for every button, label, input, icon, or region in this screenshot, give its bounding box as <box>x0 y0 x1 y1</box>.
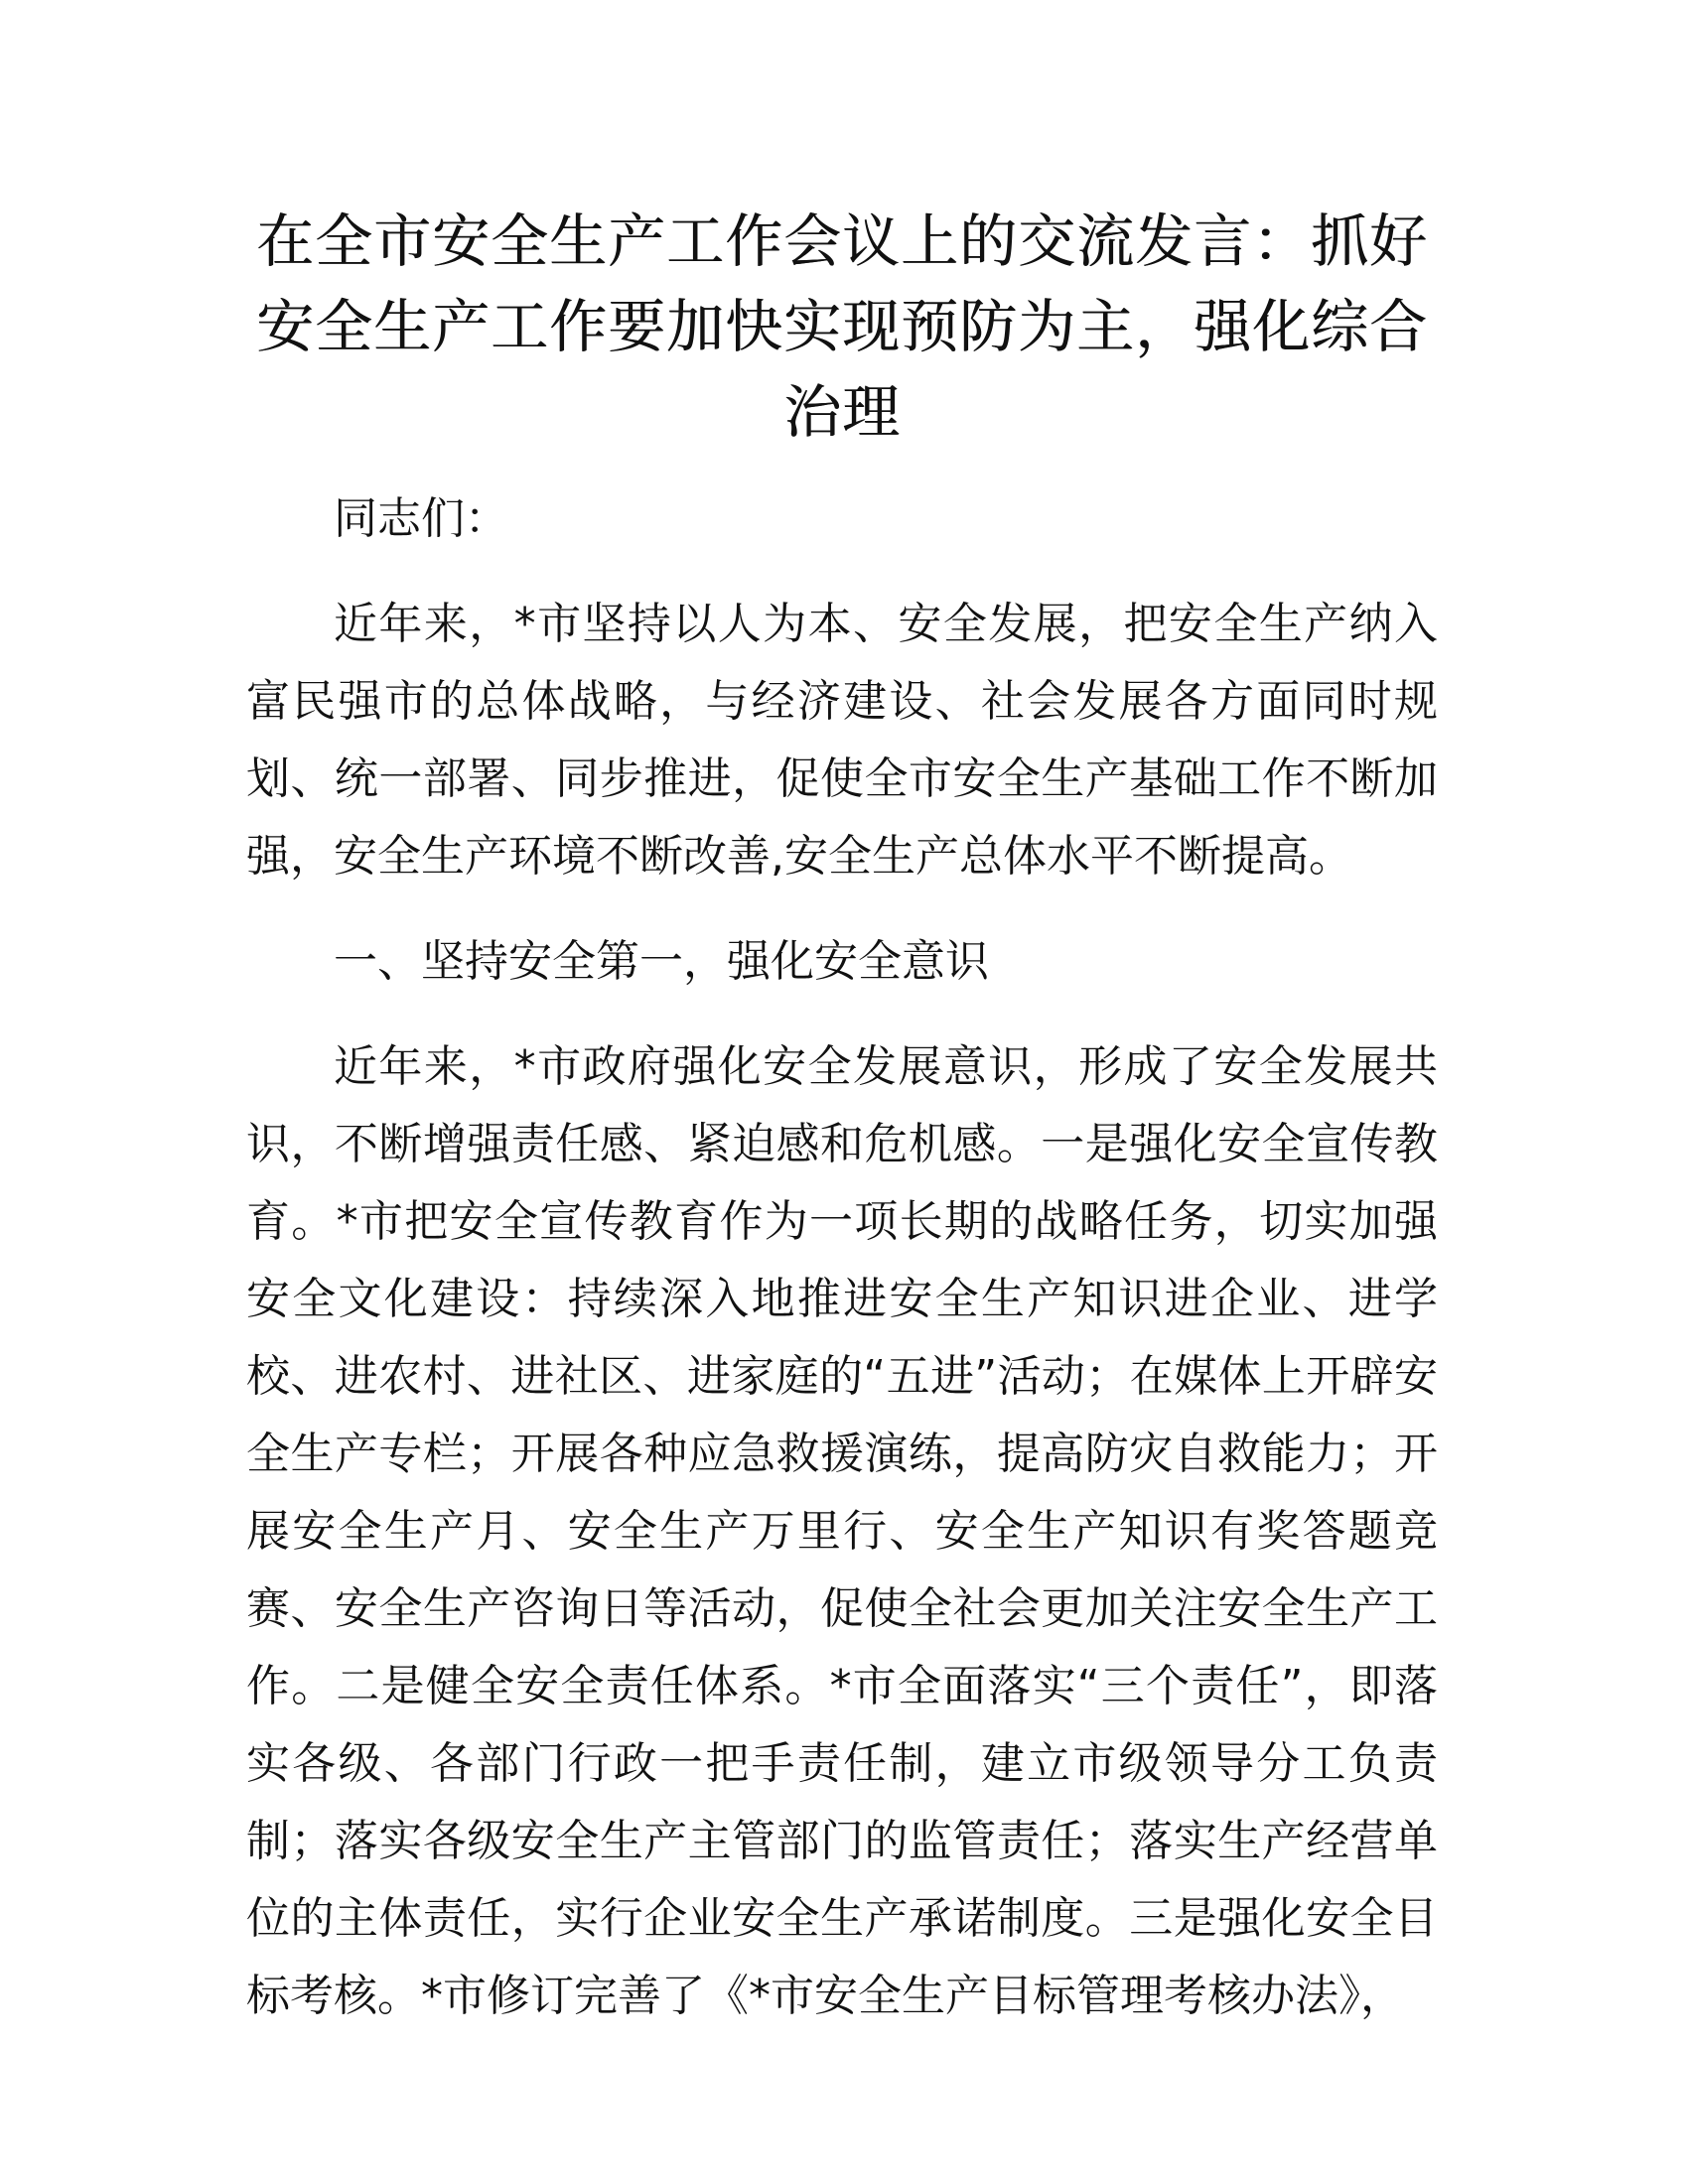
intro-paragraph: 近年来，*市坚持以人为本、安全发展，把安全生产纳入富民强市的总体战略，与经济建设、社会发展各方面同时规划、统一部署、同步推进，促使全市安全生产基础工作不断加强，安全生产环境不断改善,安全生产总体水平不断提高。 <box>246 599 1438 882</box>
document-page <box>246 199 1438 2035</box>
salutation: 同志们： <box>334 493 508 544</box>
section-1-paragraph: 近年来，*市政府强化安全发展意识，形成了安全发展共识，不断增强责任感、紧迫感和危机感。一是强化安全宣传教育。*市把安全宣传教育作为一项长期的战略任务，切实加强安全文化建设：持续深入地推进安全生产知识进企业、进学校、进农村、进社区、进家庭的“五进”活动；在媒体上开辟安全生产专栏；开展各种应急救援演练，提高防灾自救能力；开展安全生产月、安全生产万里行、安全生产知识有奖答题竞赛、安全生产咨询日等活动，促使全社会更加关注安全生产工作。二是健全安全责任体系。*市全面落实“三个责任”，即落实各级、各部门行政一把手责任制，建立市级领导分工负责制；落实各级安全生产主管部门的监管责任；落实生产经营单位的主体责任，实行企业安全生产承诺制度。三是强化安全目标考核。*市修订完善了《*市安全生产目标管理考核办法》， <box>246 1041 1438 2021</box>
document-title: 在全市安全生产工作会议上的交流发言：抓好安全生产工作要加快实现预防为主，强化综合治理 <box>255 207 1428 446</box>
section-1-heading: 一、坚持安全第一，强化安全意识 <box>334 936 989 987</box>
